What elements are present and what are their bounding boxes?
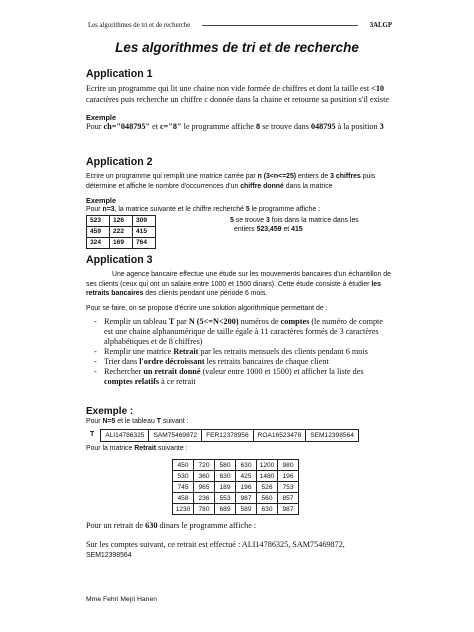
app3-heading: Application 3 — [86, 254, 153, 266]
matrix-cell: 324 — [87, 237, 110, 248]
app2-text: Ecrire un programme qui remplit une matrice carrée par n (3<n<=25) entiers de 3 chiffres puis détermine et affiche le nombre d'occurrences d'un chiffre donné dans la matrice — [86, 173, 376, 190]
table-row — [173, 460, 299, 471]
retrait-cell: 987 — [236, 493, 257, 504]
t-cell: ROA16523478 — [253, 429, 306, 441]
example3-line4 — [86, 540, 392, 561]
page-title: Les algorithmes de tri et de recherche — [115, 40, 359, 55]
app3-solve: Pour se faire, on se propose d'écrire une solution algorithmique permettant de : — [86, 304, 328, 312]
example-3 — [86, 406, 392, 561]
retrait-cell: 720 — [194, 460, 215, 471]
app1-text: Ecrire un programme qui lit une chaine non vide formée de chiffres et dont la taille est <10 caractères puis recherche un chiffre c donnée dans la chaine et retourne sa position s'il existe — [86, 84, 389, 104]
example3-line3: Pour un retrait de 630 dinars le programme affiche : — [86, 521, 257, 531]
retrait-cell: 630 — [257, 504, 278, 515]
retrait-cell: 1230 — [173, 504, 194, 515]
retrait-cell: 530 — [173, 471, 194, 482]
header-left: Les algorithmes de tri et de recherche — [88, 22, 191, 29]
retrait-matrix — [172, 459, 299, 515]
list-item: - Rechercher un retrait donné (valeur entre 1000 et 1500) et afficher la liste des comptes relatifs à ce retrait — [104, 367, 392, 387]
example3-line4a: Sur les comptes suivant, ce retrait est effectué : ALI14786325, SAM75469872, — [86, 539, 345, 549]
app2-result-line2: entiers 523,459 et 415 — [234, 226, 303, 234]
retrait-cell: 630 — [236, 460, 257, 471]
example3-heading: Exemple : — [86, 406, 134, 417]
list-item: - Remplir un tableau T par N (5<=N<200) numéros de comptes (le numéro de compte est une chaine alphanumérique de taille égale à 11 caractères formés de 3 caractères alphabétiques et de 8 chiffres) — [104, 317, 392, 347]
retrait-cell: 589 — [236, 504, 257, 515]
retrait-cell: 745 — [173, 482, 194, 493]
app1-example-text: Pour ch="048795" et c="8" le programme affiche 8 se trouve dans 048795 à la position 3 — [86, 122, 384, 132]
table-row — [87, 237, 156, 248]
retrait-cell: 1200 — [257, 460, 278, 471]
retrait-cell: 1480 — [257, 471, 278, 482]
app2-example-intro: Pour n=3, la matrice suivante et le chiffre recherché 5 le programme affiche : — [86, 206, 320, 214]
retrait-cell: 630 — [215, 471, 236, 482]
table-row — [173, 493, 299, 504]
page-footer: Mme Fehri Mejri Hanen — [86, 596, 158, 603]
matrix-cell: 415 — [133, 226, 156, 237]
app3-intro: Une agence bancaire effectue une étude sur les mouvements bancaires d'un échantillon de ses clients (ceux qui ont un salaire entre 1000 et 1500 dinars). Cette étude consiste à étudier les retraits bancaires des clients pendant une période 6 mois. — [86, 271, 391, 298]
t-cell: FER12378956 — [202, 429, 254, 441]
retrait-cell: 553 — [215, 493, 236, 504]
retrait-cell: 236 — [194, 493, 215, 504]
header-right: 3ALGP — [369, 22, 392, 29]
application-3 — [86, 254, 392, 387]
matrix-cell: 126 — [110, 215, 133, 226]
app2-example-label: Exemple — [86, 196, 117, 206]
matrix-cell: 764 — [133, 237, 156, 248]
app2-matrix — [86, 215, 156, 249]
retrait-cell: 689 — [215, 504, 236, 515]
retrait-cell: 560 — [257, 493, 278, 504]
t-cell: SAM75469872 — [149, 429, 202, 441]
retrait-cell: 360 — [194, 471, 215, 482]
app1-heading: Application 1 — [86, 68, 153, 80]
matrix-cell: 222 — [110, 226, 133, 237]
retrait-cell: 753 — [278, 482, 299, 493]
retrait-cell: 987 — [278, 504, 299, 515]
app2-heading: Application 2 — [86, 156, 153, 168]
t-cell: SEM12398564 — [306, 429, 359, 441]
retrait-cell: 425 — [236, 471, 257, 482]
list-item: - Remplir une matrice Retrait par les retraits mensuels des clients pendant 6 mois — [104, 347, 392, 357]
table-row — [101, 429, 359, 441]
retrait-cell: 450 — [173, 460, 194, 471]
example3-line2: Pour la matrice Retrait suivante : — [86, 444, 188, 452]
app1-example-label: Exemple — [86, 113, 117, 123]
retrait-cell: 780 — [194, 504, 215, 515]
retrait-cell: 857 — [278, 493, 299, 504]
retrait-cell: 458 — [173, 493, 194, 504]
t-array — [100, 429, 359, 442]
page-header — [88, 22, 392, 29]
retrait-cell: 580 — [215, 460, 236, 471]
table-row — [173, 482, 299, 493]
table-row — [87, 215, 156, 226]
table-row — [173, 471, 299, 482]
retrait-cell: 196 — [236, 482, 257, 493]
t-label: T — [90, 431, 95, 439]
t-array-row — [86, 429, 392, 442]
app3-steps — [86, 317, 392, 387]
retrait-cell: 196 — [278, 471, 299, 482]
matrix-cell: 309 — [133, 215, 156, 226]
retrait-cell: 526 — [257, 482, 278, 493]
table-row — [173, 504, 299, 515]
app2-result — [230, 216, 359, 235]
header-rule — [202, 25, 357, 26]
retrait-cell: 980 — [278, 460, 299, 471]
matrix-cell: 523 — [87, 215, 110, 226]
example3-line4b: SEM12398564 — [86, 552, 132, 560]
app2-result-line1: 5 se trouve 3 fois dans la matrice dans les — [230, 216, 359, 224]
matrix-cell: 169 — [110, 237, 133, 248]
application-1 — [86, 68, 392, 133]
table-row — [87, 226, 156, 237]
retrait-cell: 965 — [194, 482, 215, 493]
t-cell: ALI14786325 — [101, 429, 149, 441]
example3-line1: Pour N=5 et le tableau T suivant : — [86, 418, 189, 425]
list-item: - Trier dans l'ordre décroissant les retraits bancaires de chaque client — [104, 357, 392, 367]
matrix-cell: 459 — [87, 226, 110, 237]
application-2 — [86, 156, 392, 249]
retrait-cell: 189 — [215, 482, 236, 493]
